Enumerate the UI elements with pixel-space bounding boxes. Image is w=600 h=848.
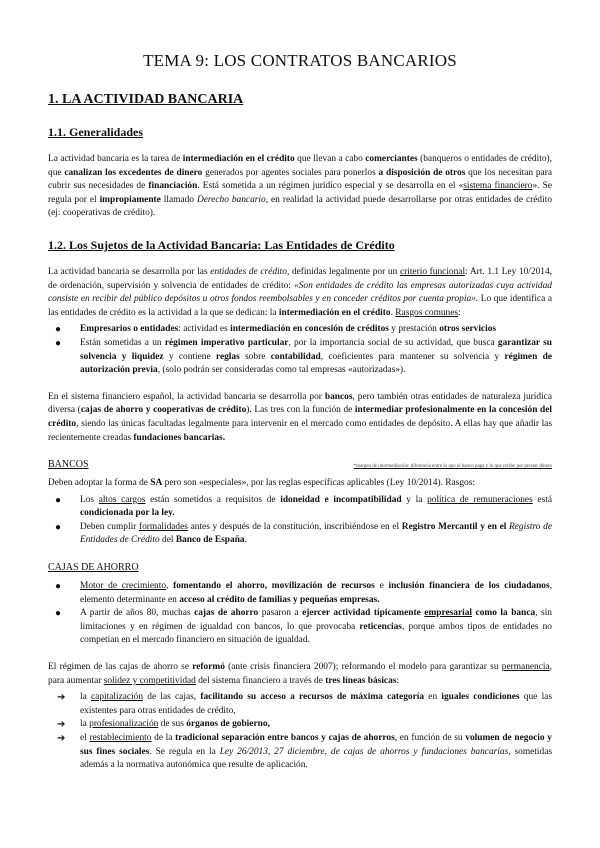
cajas-heading-row	[48, 562, 552, 573]
arrow-icon: ➔	[57, 733, 66, 744]
paragraph-generalidades: La actividad bancaria es la tarea de intermediación en el crédito que llevan a cabo comerciantes (banqueros o entidades de crédito), que canalizan los excedentes de dinero generados por agentes sociales para ponerlos a disposición de otros que los necesitan para cubrir sus necesidades de financiación. Está sometida a un régimen jurídico especial y se desarrolla en el «sistema financiero». Se regula por el impropiamente llamado Derecho bancario, en realidad la actividad puede desarrollarse por otras entidades de crédito (ej: cooperativas de crédito).	[48, 154, 553, 219]
list-item: ● Motor de crecimiento, fomentando el ahorro, movilización de recursos e inclusión financiera de los ciudadanos, elemento determinante en acceso al crédito de familias y pequeñas empresas.	[55, 581, 552, 605]
list-item: ➔ la profesionalización de sus órganos de gobierno,	[57, 719, 270, 731]
margin-note: *margen de intermediación: diferencia entre lo que el banco paga y lo que recibe por prestar dinero	[353, 464, 552, 470]
arrow-icon: ➔	[57, 692, 66, 704]
paragraph-cajas: El régimen de las cajas de ahorro se reformó (ante crisis financiera 2007); reformando el modelo para garantizar su permanencia, para aumentar solidez y competitividad del sistema financiero a través de tres líneas básicas:	[48, 662, 553, 686]
bullet-list	[48, 580, 552, 648]
list-item: ● Deben cumplir formalidades antes y después de la constitución, inscribiéndose en el Registro Mercantil y en el Registro de Entidades de Crédito del Banco de España.	[55, 521, 552, 546]
bullet-icon: ●	[55, 521, 62, 533]
bullet-icon: ●	[55, 581, 62, 593]
paragraph-sistema-financiero: En el sistema financiero español, la actividad bancaria se desarrolla por bancos, pero también otras entidades de naturaleza jurídica diversa (cajas de ahorro y cooperativas de crédito). Las tres con la función de intermediar profesionalmente en la concesión del crédito, siendo las únicas facultadas legalmente para intervenir en el mercado como entidades de depósito. A ellas hay que añadir las recientemente creadas fundaciones bancarias.	[48, 391, 552, 443]
section-heading: 1. LA ACTIVIDAD BANCARIA	[48, 92, 244, 107]
bullet-list	[48, 494, 552, 548]
cajas-heading: CAJAS DE AHORRO	[48, 562, 139, 574]
bullet-icon: ●	[55, 337, 62, 349]
paragraph-sujetos: La actividad bancaria se desarrolla por las entidades de crédito, definidas legalmente por un criterio funcional: Art. 1.1 Ley 10/2014, de ordenación, supervisión y solvencia de entidades de crédito: «Son entidades de crédito las empresas autorizadas cuya actividad consiste en recibir del público depósitos u otros fondos reembolsables y en conceder créditos por cuenta propia». Lo que identifica a las entidades de crédito es la actividad a la que se dedican: la intermediación en el crédito. Rasgos comunes:	[48, 266, 552, 318]
bullet-icon: ●	[55, 494, 62, 506]
page-title: TEMA 9: LOS CONTRATOS BANCARIOS	[143, 51, 457, 70]
bullet-icon: ●	[55, 324, 62, 336]
list-item: ➔ la capitalización de las cajas, facilitando su acceso a recursos de máxima categoría en iguales condiciones que las existentes para otras entidades de crédito,	[57, 692, 552, 716]
bullet-icon: ●	[55, 608, 62, 620]
list-item: ➔ el restablecimiento de la tradicional separación entre bancos y cajas de ahorros, en función de su volumen de negocio y sus fines sociales. Se regula en la Ley 26/2013, 27 diciembre, de cajas de ahorros y fundaciones bancarias, sometidas además a la normativa autonómica que resulte de aplicación.	[57, 733, 553, 771]
list-item: ● Están sometidas a un régimen imperativo particular, por la importancia social de su actividad, que busca garantizar su solvencia y liquidez y contiene reglas sobre contabilidad, coeficientes para mantener su solvencia y régimen de autorización previa, (solo podrán ser consideradas como tal empresas «autorizadas»).	[55, 337, 552, 376]
paragraph-bancos: Deben adoptar la forma de SA pero son «especiales», por las reglas específicas aplicables (Ley 10/2014). Rasgos:	[48, 478, 475, 489]
list-item: ● Empresarios o entidades: actividad es intermediación en concesión de créditos y prestación otros servicios	[55, 324, 497, 336]
bancos-heading: BANCOS	[48, 459, 89, 471]
arrow-list	[48, 691, 552, 773]
list-item: ● A partir de años 80, muchas cajas de ahorro pasaron a ejercer actividad típicamente empresarial como la banca, sin limitaciones y en régimen de igualdad con bancos, lo que provocaba reticencias, porque ambos tipos de entidades no competían en el mercado financiero en situación de igualdad.	[55, 608, 552, 646]
list-item: ● Los altos cargos están sometidos a requisitos de idoneidad e incompatibilidad y la política de remuneraciones está condicionada por la ley.	[55, 494, 552, 519]
subsection-heading: 1.2. Los Sujetos de la Actividad Bancaria: Las Entidades de Crédito	[48, 237, 395, 252]
bullet-list	[48, 323, 552, 377]
subsection-heading: 1.1. Generalidades	[48, 125, 143, 139]
bancos-heading-row	[48, 459, 552, 470]
arrow-icon: ➔	[57, 719, 66, 731]
